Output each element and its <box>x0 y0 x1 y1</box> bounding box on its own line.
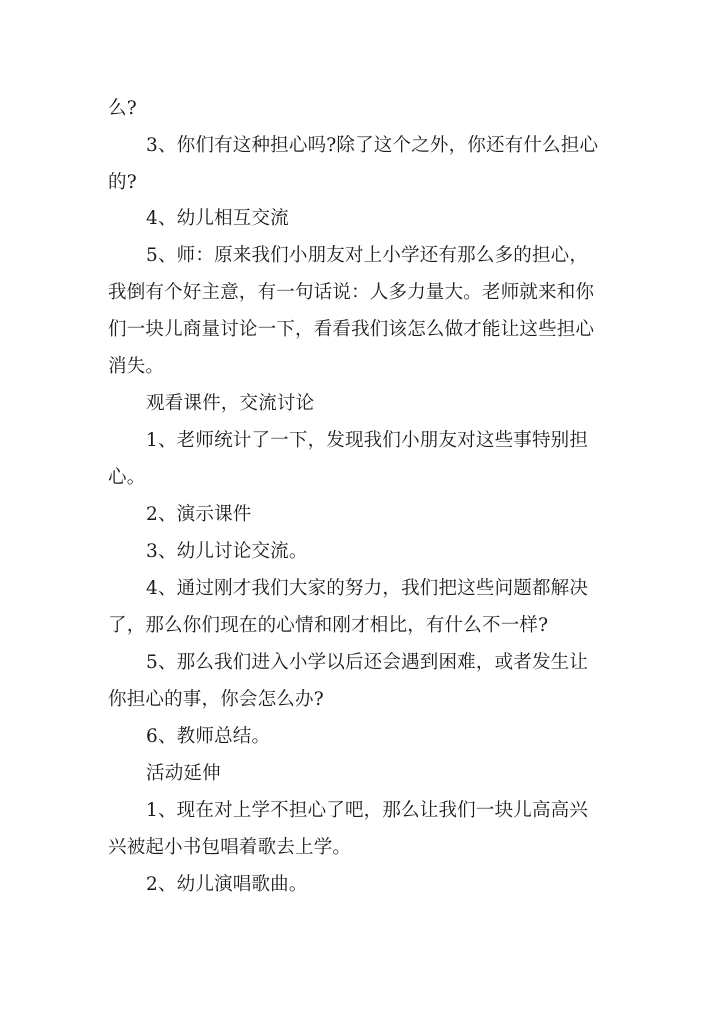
paragraph-line: 2、演示课件 <box>146 504 252 525</box>
paragraph-line: 心。 <box>108 467 146 488</box>
paragraph-line: 你担心的事，你会怎么办? <box>108 689 324 710</box>
paragraph-line: 消失。 <box>108 356 165 377</box>
paragraph-line: 我倒有个好主意，有一句话说：人多力量大。老师就来和你 <box>108 282 595 303</box>
paragraph-line: 们一块儿商量讨论一下，看看我们该怎么做才能让这些担心 <box>108 319 595 340</box>
paragraph-line: 4、通过刚才我们大家的努力，我们把这些问题都解决 <box>146 578 589 599</box>
paragraph-line: 么? <box>108 98 137 119</box>
paragraph-line: 4、幼儿相互交流 <box>146 208 289 229</box>
paragraph-line: 的? <box>108 172 137 193</box>
section-heading: 观看课件，交流讨论 <box>146 393 315 414</box>
paragraph-line: 2、幼儿演唱歌曲。 <box>146 874 308 895</box>
section-heading: 活动延伸 <box>146 763 221 784</box>
paragraph-line: 5、师：原来我们小朋友对上小学还有那么多的担心， <box>146 245 589 266</box>
paragraph-line: 了，那么你们现在的心情和刚才相比，有什么不一样? <box>108 615 549 636</box>
paragraph-line: 6、教师总结。 <box>146 726 271 747</box>
paragraph-line: 3、幼儿讨论交流。 <box>146 541 308 562</box>
paragraph-line: 3、你们有这种担心吗?除了这个之外，你还有什么担心 <box>146 135 599 156</box>
paragraph-line: 1、现在对上学不担心了吧，那么让我们一块儿高高兴 <box>146 800 589 821</box>
paragraph-line: 1、老师统计了一下，发现我们小朋友对这些事特别担 <box>146 430 589 451</box>
paragraph-line: 5、那么我们进入小学以后还会遇到困难，或者发生让 <box>146 652 589 673</box>
paragraph-line: 兴被起小书包唱着歌去上学。 <box>108 837 352 858</box>
